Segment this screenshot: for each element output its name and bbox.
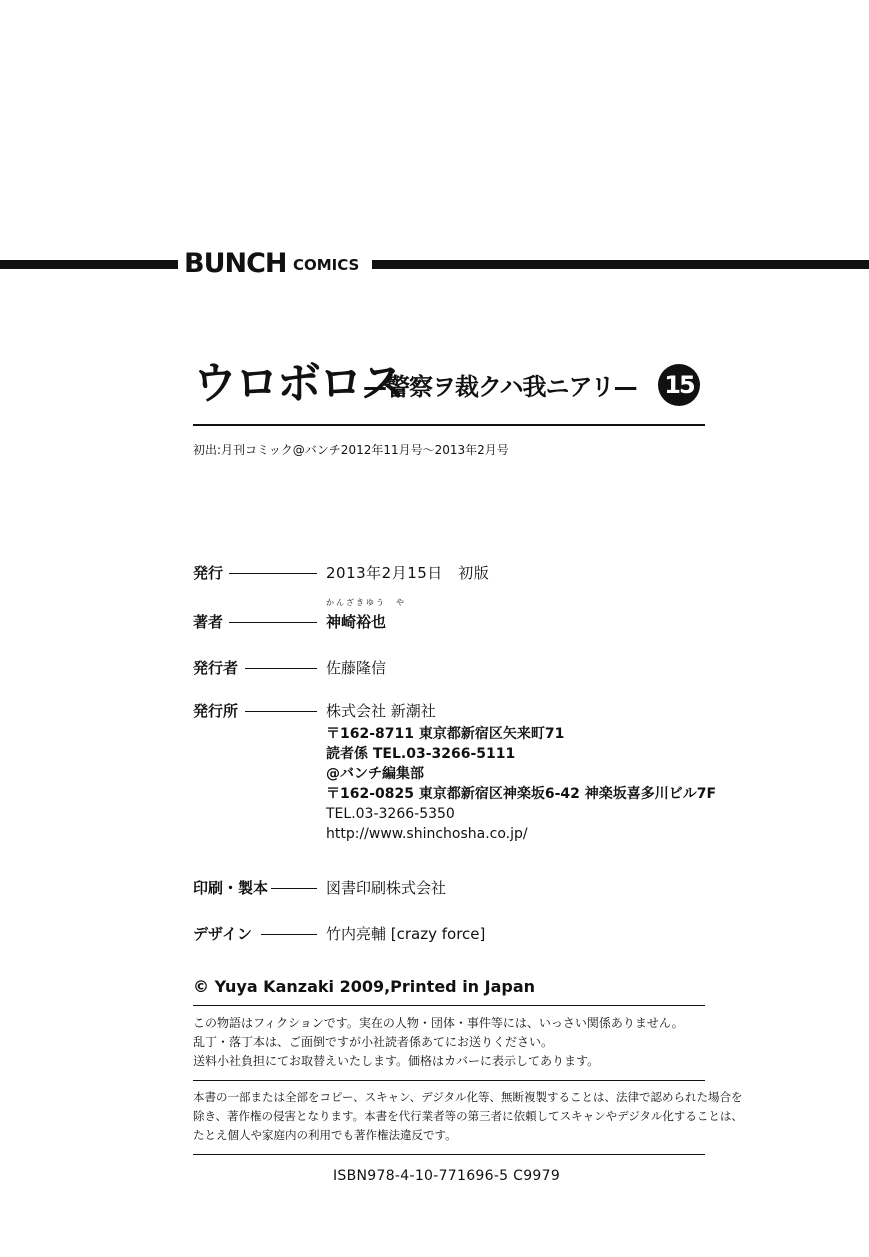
colophon-row-printing: [193, 876, 513, 900]
author-name: 神崎裕也: [326, 613, 387, 631]
banner-bunch-logo: BUNCH: [184, 248, 287, 279]
volume-number-badge: 15: [658, 364, 700, 406]
designer-name: 竹内亮輔 [crazy force]: [326, 925, 486, 943]
banner-bar-right: [372, 260, 869, 269]
copyright-line: © Yuya Kanzaki 2009,Printed in Japan: [193, 977, 536, 996]
printing-company: 図書印刷株式会社: [326, 879, 447, 897]
office-address: 〒162-8711 東京都新宿区矢来町71: [326, 726, 565, 742]
leader-line: [229, 573, 317, 574]
legal-notice-line-3: たとえ個人や家庭内の利用でも著作権法違反です。: [193, 1128, 457, 1142]
colophon-row-author: [193, 610, 513, 634]
book-title: [193, 358, 713, 414]
reader-phone: 読者係 TEL.03-3266-5111: [326, 746, 516, 762]
fiction-notice: この物語はフィクションです。実在の人物・団体・事件等には、いっさい関係ありません。: [193, 1016, 684, 1030]
design-label: デザイン: [193, 925, 252, 943]
colophon-row-issue: [193, 561, 513, 585]
divider-2: [193, 1080, 705, 1081]
printing-label: 印刷・製本: [193, 879, 269, 897]
colophon-row-publisher: [193, 656, 513, 680]
issue-label: 発行: [193, 564, 224, 582]
colophon-row-office: [193, 699, 513, 723]
banner-bar-left: [0, 260, 178, 269]
title-subtitle: —警察ヲ裁クハ我ニアリ—: [363, 373, 637, 401]
editorial-phone: TEL.03-3266-5350: [326, 806, 455, 822]
leader-line: [261, 934, 317, 935]
shipping-notice: 送料小社負担にてお取替えいたします。価格はカバーに表示してあります。: [193, 1054, 600, 1068]
divider-1: [193, 1005, 705, 1006]
legal-notice-line-2: 除き、著作権の侵害となります。本書を代行業者等の第三者に依頼してスキャンやデジタル化することは、: [193, 1109, 743, 1123]
title-main: ウロボロス: [193, 358, 403, 409]
editorial-address: 〒162-0825 東京都新宿区神楽坂6-42 神楽坂喜多川ビル7F: [326, 786, 717, 802]
leader-line: [229, 622, 317, 623]
leader-line: [245, 711, 317, 712]
isbn-code: ISBN978-4-10-771696-5 C9979: [333, 1168, 561, 1184]
leader-line: [245, 668, 317, 669]
publisher-name: 佐藤隆信: [326, 659, 387, 677]
defect-notice: 乱丁・落丁本は、ご面倒ですが小社読者係あてにお送りください。: [193, 1035, 554, 1049]
leader-line: [271, 888, 317, 889]
editorial-dept: @バンチ編集部: [326, 766, 424, 782]
colophon-row-design: [193, 922, 533, 946]
banner-comics-logo: COMICS: [293, 256, 360, 274]
author-label: 著者: [193, 613, 224, 631]
bunch-comics-banner: [0, 250, 869, 278]
office-name: 株式会社 新潮社: [326, 702, 436, 720]
publisher-label: 発行者: [193, 659, 239, 677]
divider-3: [193, 1154, 705, 1155]
title-divider: [193, 424, 705, 426]
office-label: 発行所: [193, 702, 239, 720]
first-publication-note: 初出:月刊コミック@バンチ2012年11月号～2013年2月号: [193, 443, 509, 457]
author-ruby: かんざきゆう や: [326, 598, 406, 607]
website-url: http://www.shinchosha.co.jp/: [326, 826, 528, 842]
legal-notice-line-1: 本書の一部または全部をコピー、スキャン、デジタル化等、無断複製することは、法律で認められた場合を: [193, 1090, 743, 1104]
issue-date: 2013年2月15日 初版: [326, 564, 490, 582]
